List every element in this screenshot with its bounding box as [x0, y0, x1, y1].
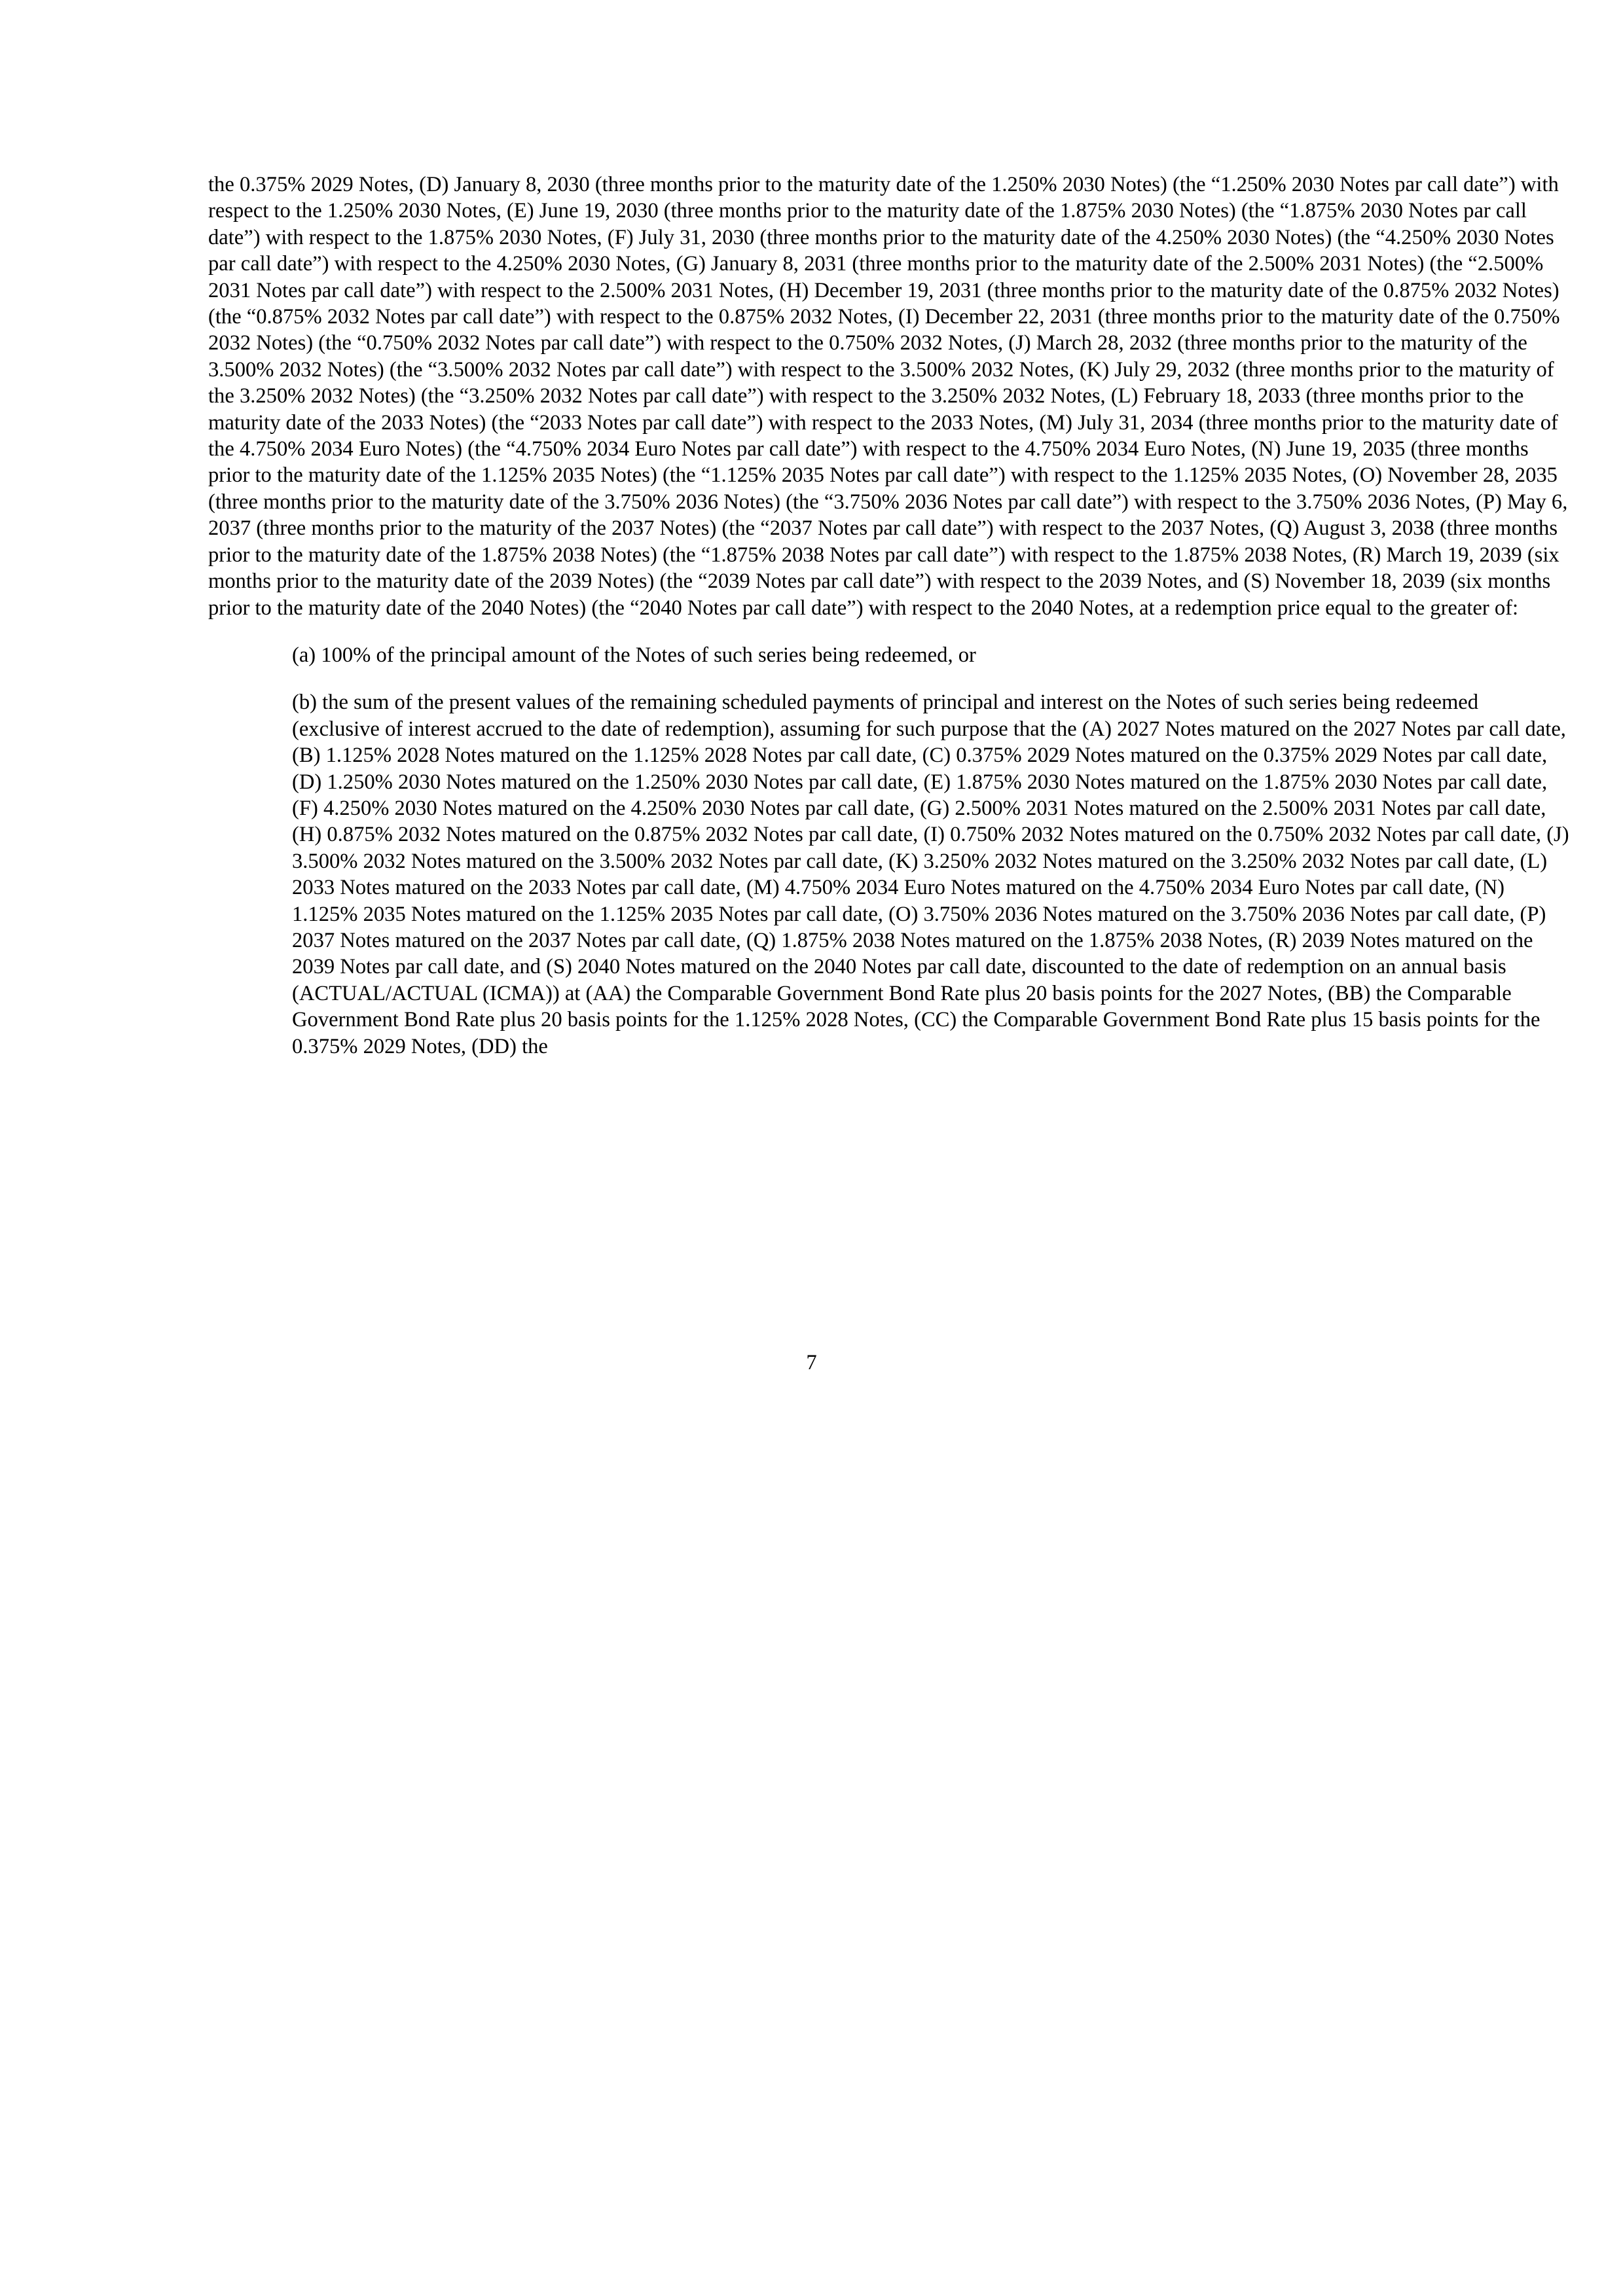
body-paragraph-par-call-dates: the 0.375% 2029 Notes, (D) January 8, 2030 (three months prior to the maturity date of the 1.250% 2030 Notes) (the “1.250% 2030 Notes par call date”) with respect to the 1.250% 2030 Notes, (E) June 19, 2030 (three months prior to the maturity date of the 1.875% 2030 Notes) (the “1.875% 2030 Notes par call date”) with respect to the 1.875% 2030 Notes, (F) July 31, 2030 (three months prior to the maturity date of the 4.250% 2030 Notes) (the “4.250% 2030 Notes par call date”) with respect to the 4.250% 2030 Notes, (G) January 8, 2031 (three months prior to the maturity date of the 2.500% 2031 Notes) (the “2.500% 2031 Notes par call date”) with respect to the 2.500% 2031 Notes, (H) December 19, 2031 (three months prior to the maturity date of the 0.875% 2032 Notes) (the “0.875% 2032 Notes par call date”) with respect to the 0.875% 2032 Notes, (I) December 22, 2031 (three months prior to the maturity date of the 0.750% 2032 Notes) (the “0.750% 2032 Notes par call date”) with respect to the 0.750% 2032 Notes, (J) March 28, 2032 (three months prior to the maturity of the 3.500% 2032 Notes) (the “3.500% 2032 Notes par call date”) with respect to the 3.500% 2032 Notes, (K) July 29, 2032 (three months prior to the maturity of the 3.250% 2032 Notes) (the “3.250% 2032 Notes par call date”) with respect to the 3.250% 2032 Notes, (L) February 18, 2033 (three months prior to the maturity date of the 2033 Notes) (the “2033 Notes par call date”) with respect to the 2033 Notes, (M) July 31, 2034 (three months prior to the maturity date of the 4.750% 2034 Euro Notes) (the “4.750% 2034 Euro Notes par call date”) with respect to the 4.750% 2034 Euro Notes, (N) June 19, 2035 (three months prior to the maturity date of the 1.125% 2035 Notes) (the “1.125% 2035 Notes par call date”) with respect to the 1.125% 2035 Notes, (O) November 28, 2035 (three months prior to the maturity date of the 3.750% 2036 Notes) (the “3.750% 2036 Notes par call date”) with respect to the 3.750% 2036 Notes, (P) May 6, 2037 (three months prior to the maturity of the 2037 Notes) (the “2037 Notes par call date”) with respect to the 2037 Notes, (Q) August 3, 2038 (three months prior to the maturity date of the 1.875% 2038 Notes) (the “1.875% 2038 Notes par call date”) with respect to the 1.875% 2038 Notes, (R) March 19, 2039 (six months prior to the maturity date of the 2039 Notes) (the “2039 Notes par call date”) with respect to the 2039 Notes, and (S) November 18, 2039 (six months prior to the maturity date of the 2040 Notes) (the “2040 Notes par call date”) with respect to the 2040 Notes, at a redemption price equal to the greater of: — [208, 173, 1568, 620]
clause-a-paragraph: (a) 100% of the principal amount of the Notes of such series being redeemed, or — [292, 643, 976, 667]
document-page — [208, 171, 1570, 1060]
clause-b-paragraph: (b) the sum of the present values of the remaining scheduled payments of principal and interest on the Notes of such series being redeemed (exclusive of interest accrued to the date of redemption), assuming for such purpose that the (A) 2027 Notes matured on the 2027 Notes par call date, (B) 1.125% 2028 Notes matured on the 1.125% 2028 Notes par call date, (C) 0.375% 2029 Notes matured on the 0.375% 2029 Notes par call date, (D) 1.250% 2030 Notes matured on the 1.250% 2030 Notes par call date, (E) 1.875% 2030 Notes matured on the 1.875% 2030 Notes par call date, (F) 4.250% 2030 Notes matured on the 4.250% 2030 Notes par call date, (G) 2.500% 2031 Notes matured on the 2.500% 2031 Notes par call date, (H) 0.875% 2032 Notes matured on the 0.875% 2032 Notes par call date, (I) 0.750% 2032 Notes matured on the 0.750% 2032 Notes par call date, (J) 3.500% 2032 Notes matured on the 3.500% 2032 Notes par call date, (K) 3.250% 2032 Notes matured on the 3.250% 2032 Notes par call date, (L) 2033 Notes matured on the 2033 Notes par call date, (M) 4.750% 2034 Euro Notes matured on the 4.750% 2034 Euro Notes par call date, (N) 1.125% 2035 Notes matured on the 1.125% 2035 Notes par call date, (O) 3.750% 2036 Notes matured on the 3.750% 2036 Notes par call date, (P) 2037 Notes matured on the 2037 Notes par call date, (Q) 1.875% 2038 Notes matured on the 1.875% 2038 Notes, (R) 2039 Notes matured on the 2039 Notes par call date, and (S) 2040 Notes matured on the 2040 Notes par call date, discounted to the date of redemption on an annual basis (ACTUAL/ACTUAL (ICMA)) at (AA) the Comparable Government Bond Rate plus 20 basis points for the 2027 Notes, (BB) the Comparable Government Bond Rate plus 20 basis points for the 1.125% 2028 Notes, (CC) the Comparable Government Bond Rate plus 15 basis points for the 0.375% 2029 Notes, (DD) the — [292, 691, 1569, 1058]
page-number: 7 — [806, 1351, 817, 1374]
